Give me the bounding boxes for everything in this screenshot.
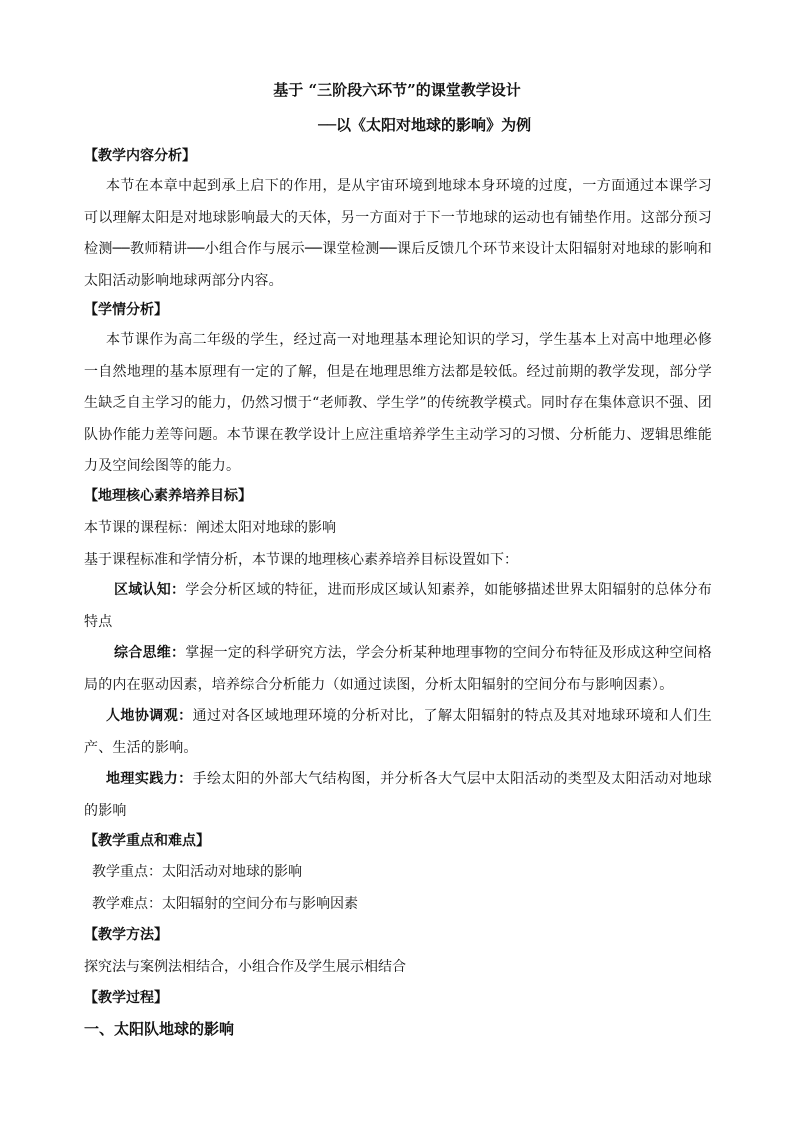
teaching-difficulty: 教学难点：太阳辐射的空间分布与影响因素 bbox=[92, 896, 358, 912]
document-title: 基于 “三阶段六环节”的课堂教学设计 bbox=[273, 81, 521, 99]
heading-student-analysis: 【学情分析】 bbox=[84, 302, 168, 318]
goal-text: 学会分析区域的特征，进而形成区域认知素养，如能够描述世界太阳辐射的总体分布特点 bbox=[84, 582, 713, 630]
goal-text: 手绘太阳的外部大气结构图，并分析各大气层中太阳活动的类型及太阳活动对地球的影响 bbox=[84, 771, 712, 819]
goal-practice bbox=[84, 764, 712, 827]
curriculum-standard: 本节课的课程标：阐述太阳对地球的影响 bbox=[84, 520, 336, 536]
process-part1-heading: 一、太阳队地球的影响 bbox=[84, 1020, 235, 1038]
goal-label: 地理实践力： bbox=[106, 771, 193, 787]
paragraph-content-analysis: 本节在本章中起到承上启下的作用，是从宇宙环境到地球本身环境的过度，一方面通过本课学习可以理解太阳是对地球影响最大的天体，另一方面对于下一节地球的运动也有铺垫作用。这部分预习检测──教师精讲──小组合作与展示──课堂检测──课后反馈几个环节来设计太阳辐射对地球的影响和太阳活动影响地球两部分内容。 bbox=[84, 178, 712, 289]
goal-human-earth bbox=[84, 701, 712, 764]
teaching-focus: 教学重点：太阳活动对地球的影响 bbox=[92, 864, 302, 880]
methods-text: 探究法与案例法相结合，小组合作及学生展示相结合 bbox=[84, 959, 406, 975]
paragraph-student-analysis: 本节课作为高二年级的学生，经过高一对地理基本理论知识的学习，学生基本上对高中地理必修一自然地理的基本原理有一定的了解，但是在地理思维方法都是较低。经过前期的教学发现，部分学生缺乏自主学习的能力，仍然习惯于“老师教、学生学”的传统教学模式。同时存在集体意识不强、团队协作能力差等问题。本节课在教学设计上应注重培养学生主动学习的习惯、分析能力、逻辑思维能力及空间绘图等的能力。 bbox=[84, 332, 712, 474]
goal-regional-cognition bbox=[84, 575, 712, 638]
goal-label: 人地协调观： bbox=[106, 708, 193, 724]
heading-methods: 【教学方法】 bbox=[84, 927, 168, 943]
goal-integrated-thinking bbox=[84, 638, 712, 701]
heading-process: 【教学过程】 bbox=[84, 990, 168, 1006]
heading-content-analysis: 【教学内容分析】 bbox=[84, 148, 196, 164]
goal-label: 区域认知： bbox=[114, 582, 186, 598]
heading-key-points: 【教学重点和难点】 bbox=[84, 833, 210, 849]
goal-text: 掌握一定的科学研究方法，学会分析某种地理事物的空间分布特征及形成这种空间格局的内在驱动因素，培养综合分析能力（如通过读图，分析太阳辐射的空间分布与影响因素）。 bbox=[84, 645, 713, 693]
document-subtitle: ──以《太阳对地球的影响》为例 bbox=[318, 116, 532, 134]
goal-label: 综合思维： bbox=[114, 645, 186, 661]
core-literacy-intro: 基于课程标准和学情分析，本节课的地理核心素养培养目标设置如下： bbox=[84, 552, 518, 568]
goal-text: 通过对各区域地理环境的分析对比，了解太阳辐射的特点及其对地球环境和人们生产、生活的影响。 bbox=[84, 708, 712, 756]
heading-core-literacy: 【地理核心素养培养目标】 bbox=[84, 488, 252, 504]
